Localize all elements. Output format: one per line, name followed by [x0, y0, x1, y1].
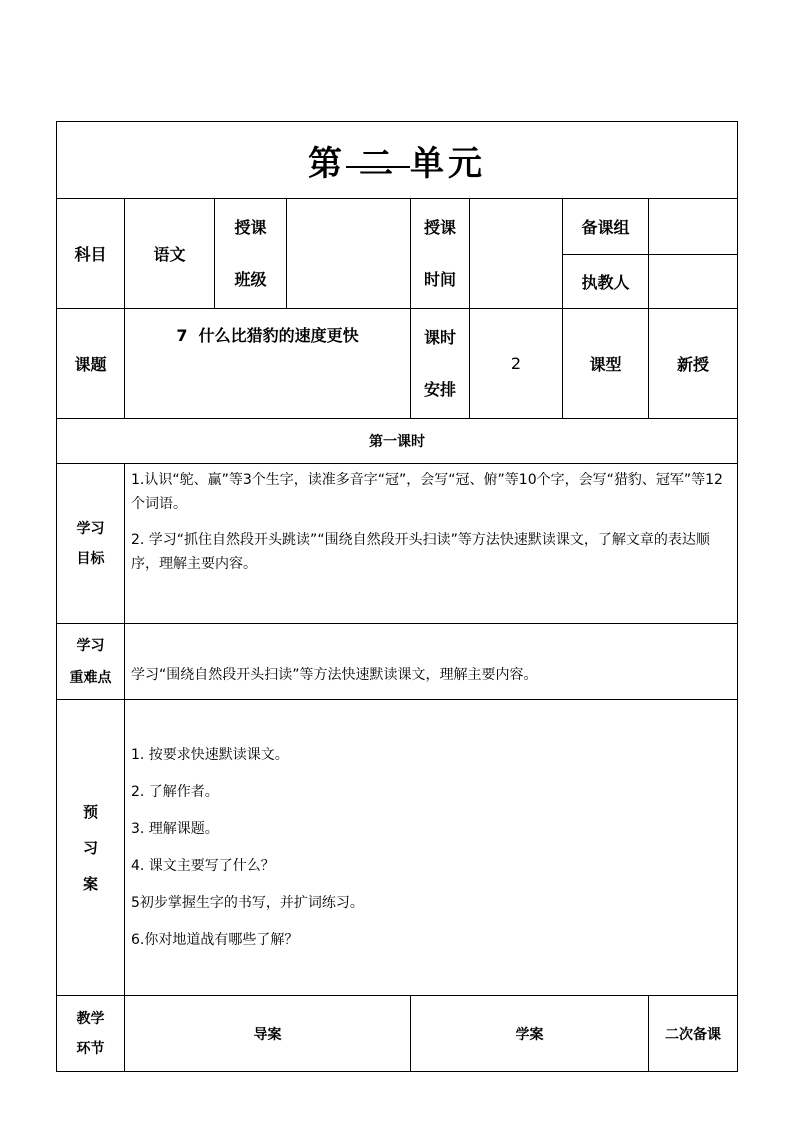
- preview-item: 3. 理解课题。: [131, 821, 219, 837]
- type-value: 新授: [649, 309, 738, 419]
- unit-number: 二: [359, 143, 397, 184]
- class-value[interactable]: [287, 199, 411, 309]
- goals-label-line2: 目标: [76, 550, 105, 567]
- goals-label: [57, 464, 125, 624]
- teaching-label: [57, 996, 125, 1072]
- teacher-value[interactable]: [649, 255, 738, 309]
- teaching-label-line2: 环节: [76, 1040, 105, 1057]
- subject-label: 科目: [57, 199, 125, 309]
- preview-item: 5初步掌握生字的书写，并扩词练习。: [131, 895, 364, 911]
- guide-plan-header: 导案: [125, 996, 411, 1072]
- time-label: [411, 199, 470, 309]
- title-prefix: 第: [308, 143, 346, 184]
- lesson-plan-table: [56, 121, 738, 1072]
- preview-label-char: 习: [82, 838, 98, 857]
- time-label-line1: 授课: [423, 217, 456, 237]
- group-value[interactable]: [649, 199, 738, 255]
- topic-value: 7 什么比猎豹的速度更快: [125, 309, 411, 419]
- goal-item: 2. 学习“抓住自然段开头跳读”“围绕自然段开头扫读”等方法快速默读课文，了解文章的表达顺序，理解主要内容。: [131, 532, 710, 572]
- key-points-label: [57, 624, 125, 700]
- preview-item: 6.你对地道战有哪些了解？: [131, 932, 299, 948]
- unit-title: [308, 144, 486, 184]
- group-label: 备课组: [563, 199, 649, 255]
- topic-label: 课题: [57, 309, 125, 419]
- subject-value: 语文: [125, 199, 215, 309]
- preview-content: [125, 700, 738, 996]
- hours-label-line2: 安排: [423, 379, 456, 399]
- class-label: [215, 199, 287, 309]
- preview-label-char: 预: [82, 802, 98, 821]
- title-suffix: 单元: [410, 143, 486, 184]
- goal-item: 1.认识“鸵、赢”等3个生字，读准多音字“冠”，会写“冠、俯”等10个字，会写“猎豹、冠军”等12个词语。: [131, 472, 723, 512]
- preview-label: [57, 700, 125, 996]
- study-plan-header: 学案: [411, 996, 649, 1072]
- section-title: 第一课时: [57, 419, 738, 464]
- type-label: 课型: [563, 309, 649, 419]
- time-label-line2: 时间: [423, 269, 456, 289]
- time-value[interactable]: [470, 199, 563, 309]
- teacher-label: 执教人: [563, 255, 649, 309]
- key-points-content: 学习“围绕自然段开头扫读”等方法快速默读课文，理解主要内容。: [125, 624, 738, 700]
- hours-label: [411, 309, 470, 419]
- teaching-label-line1: 教学: [76, 1010, 105, 1027]
- class-label-line1: 授课: [234, 217, 267, 237]
- preview-label-char: 案: [82, 874, 98, 893]
- unit-number-blank: [346, 136, 410, 184]
- preview-item: 2. 了解作者。: [131, 784, 219, 800]
- second-prep-header: 二次备课: [649, 996, 738, 1072]
- key-points-label-line1: 学习: [76, 637, 105, 654]
- class-label-line2: 班级: [234, 269, 267, 289]
- key-points-label-line2: 重难点: [69, 669, 112, 686]
- unit-title-cell: [57, 122, 738, 199]
- goals-label-line1: 学习: [76, 520, 105, 537]
- hours-value: 2: [470, 309, 563, 419]
- preview-item: 4. 课文主要写了什么？: [131, 858, 275, 874]
- lesson-plan-page: [56, 121, 737, 1072]
- goals-content: [125, 464, 738, 624]
- preview-item: 1. 按要求快速默读课文。: [131, 747, 289, 763]
- hours-label-line1: 课时: [423, 327, 456, 347]
